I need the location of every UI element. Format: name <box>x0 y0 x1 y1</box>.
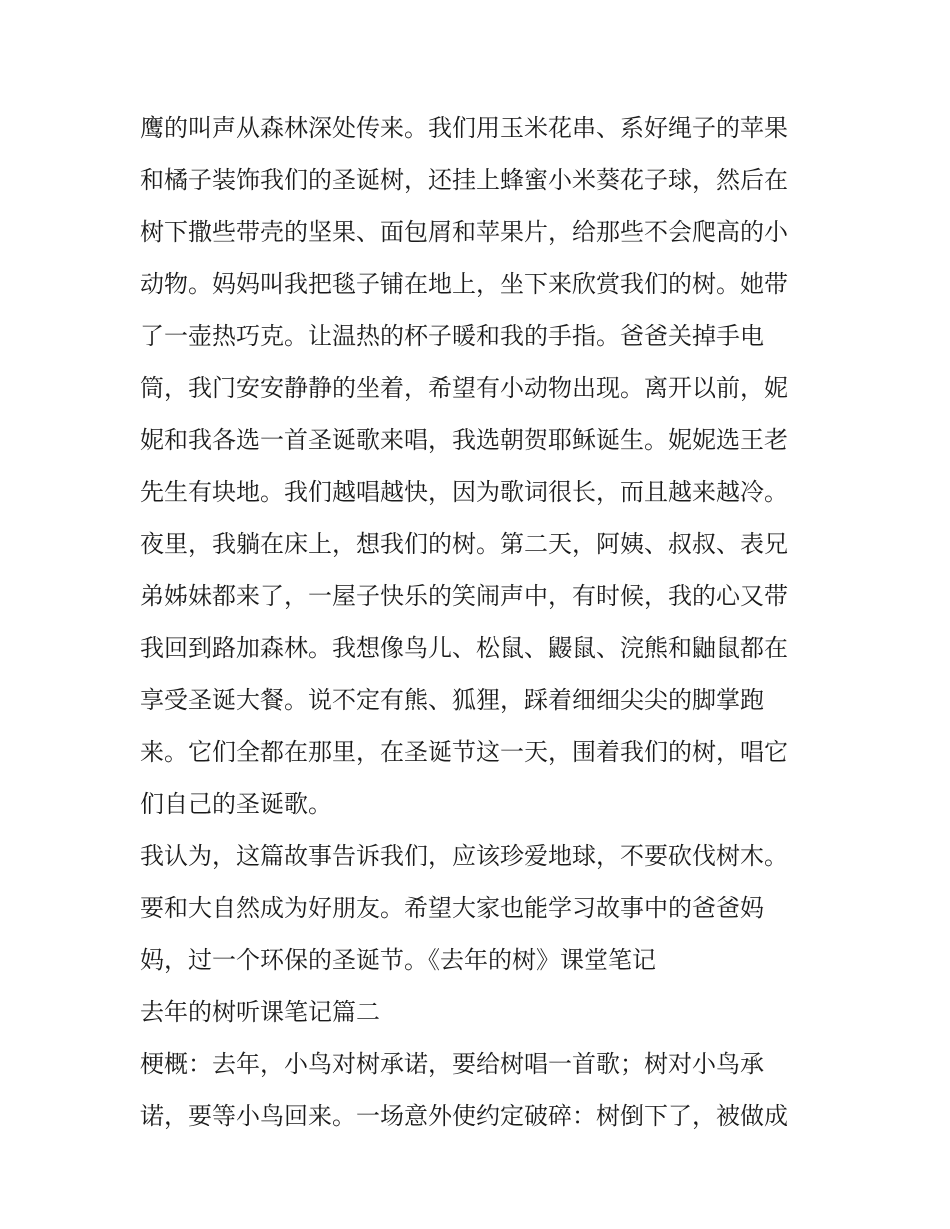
text-line: 我认为，这篇故事告诉我们，应该珍爱地球，不要砍伐树木。 <box>140 842 788 870</box>
text-line: 我回到路加森林。我想像鸟儿、松鼠、鼹鼠、浣熊和鼬鼠都在 <box>140 634 788 662</box>
text-line: 诺，要等小鸟回来。一场意外使约定破碎：树倒下了，被做成 <box>140 1102 788 1130</box>
text-line: 梗概：去年，小鸟对树承诺，要给树唱一首歌；树对小鸟承 <box>140 1050 764 1078</box>
text-line: 夜里，我躺在床上，想我们的树。第二天，阿姨、叔叔、表兄 <box>140 530 788 558</box>
text-line: 们自己的圣诞歌。 <box>140 790 332 818</box>
text-line: 了一壶热巧克。让温热的杯子暖和我的手指。爸爸关掉手电 <box>140 322 764 350</box>
text-line: 妈，过一个环保的圣诞节。《去年的树》课堂笔记 <box>140 946 656 974</box>
text-line: 要和大自然成为好朋友。希望大家也能学习故事中的爸爸妈 <box>140 894 764 922</box>
text-line: 享受圣诞大餐。说不定有熊、狐狸，踩着细细尖尖的脚掌跑 <box>140 686 764 714</box>
text-line: 来。它们全都在那里，在圣诞节这一天，围着我们的树，唱它 <box>140 738 788 766</box>
text-line: 动物。妈妈叫我把毯子铺在地上，坐下来欣赏我们的树。她带 <box>140 270 788 298</box>
text-line: 筒，我门安安静静的坐着，希望有小动物出现。离开以前，妮 <box>140 374 788 402</box>
section-heading: 去年的树听课笔记篇二 <box>140 998 380 1026</box>
text-line: 树下撒些带壳的坚果、面包屑和苹果片，给那些不会爬高的小 <box>140 218 788 246</box>
text-line: 妮和我各选一首圣诞歌来唱，我选朝贺耶稣诞生。妮妮选王老 <box>140 426 788 454</box>
text-line: 弟姊妹都来了，一屋子快乐的笑闹声中，有时候，我的心又带 <box>140 582 788 610</box>
text-line: 和橘子装饰我们的圣诞树，还挂上蜂蜜小米葵花子球，然后在 <box>140 166 788 194</box>
text-line: 鹰的叫声从森林深处传来。我们用玉米花串、系好绳子的苹果 <box>140 114 788 142</box>
text-line: 先生有块地。我们越唱越快，因为歌词很长，而且越来越冷。 <box>140 478 788 506</box>
